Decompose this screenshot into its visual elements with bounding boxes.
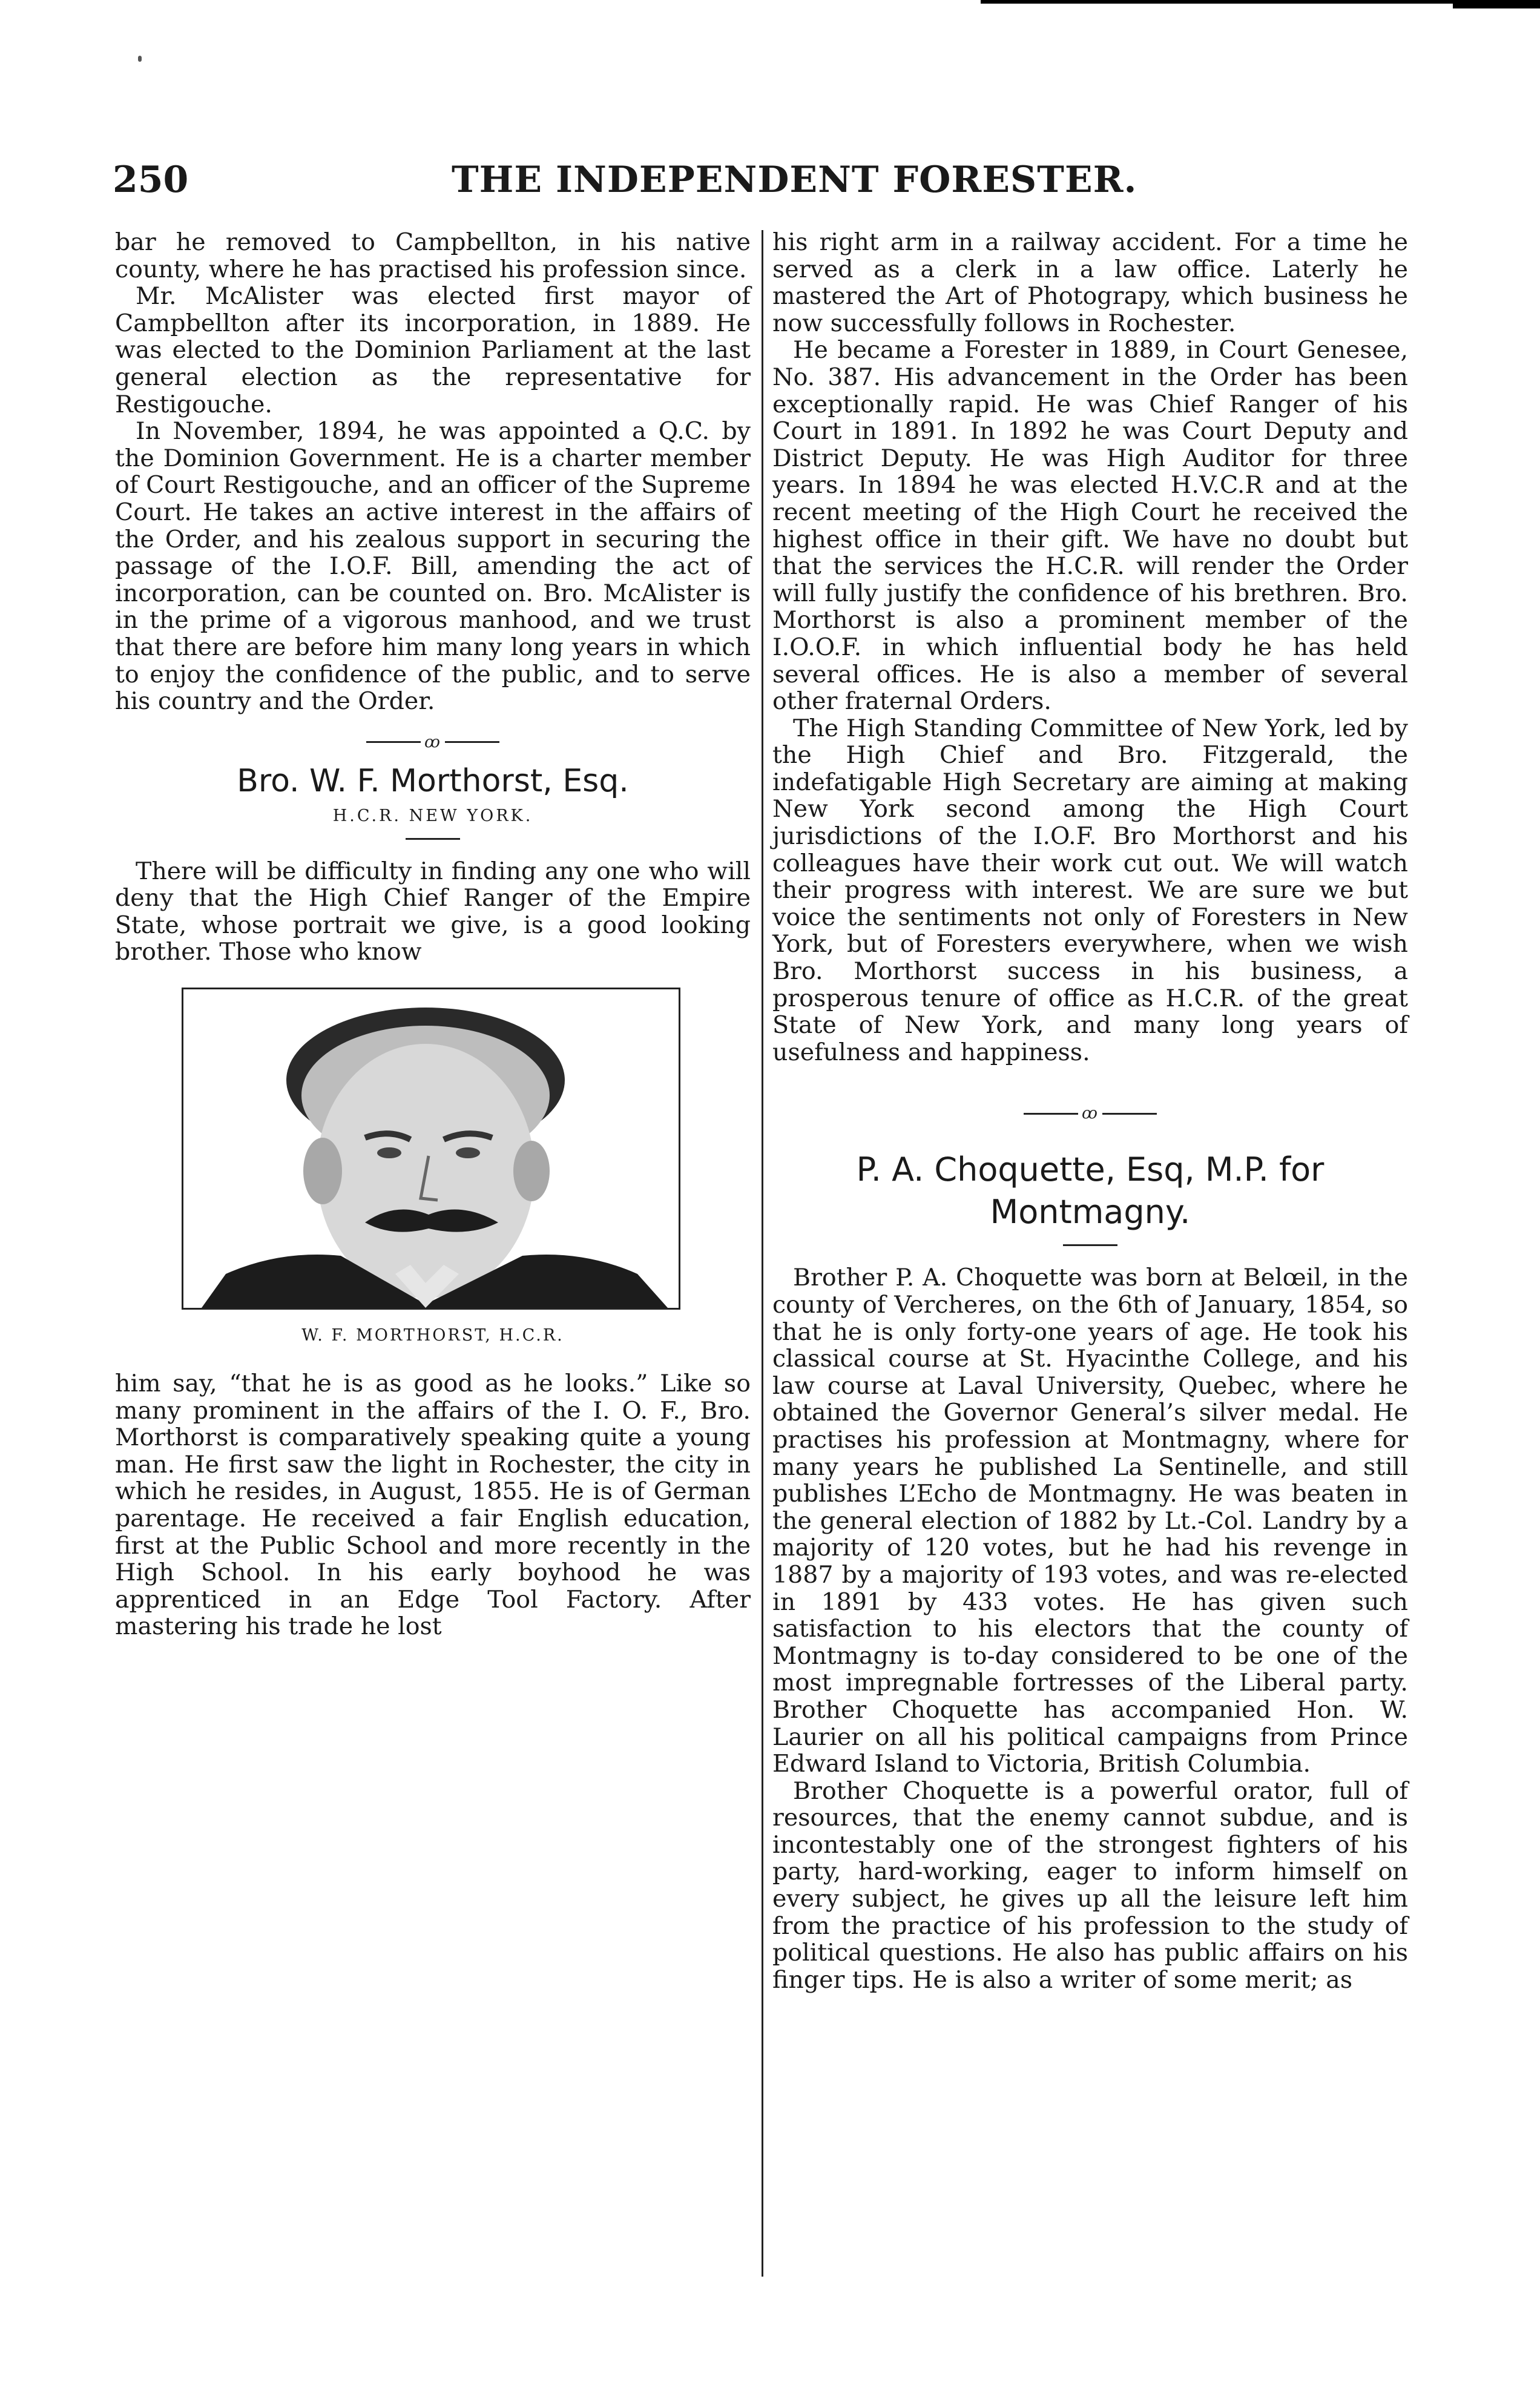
article-heading-line: Montmagny. (990, 1193, 1191, 1232)
paragraph: He became a Forester in 1889, in Court Genesee, No. 387. His advancement in the Order has been exceptionally rapid. He was Chief Ranger of his Court in 1891. In 1892 he was Court Deputy and District Deputy. He was High Auditor for three years. In 1894 he was elected H.V.C.R and at the recent meeting of the High Court he received the highest office in their gift. We have no doubt but that the services the H.C.R. will render the Order will fully justify the confidence of his brethren. Bro. Morthorst is also a prominent member of the I.O.O.F. in which influential body he has held several offices. He is also a member of several other fraternal Orders. (772, 336, 1408, 716)
paragraph: bar he removed to Campbellton, in his native county, where he has practised his profession since. (115, 228, 751, 283)
right-column (772, 229, 1408, 1993)
ink-speck (138, 56, 142, 62)
short-rule (406, 838, 460, 840)
ornament-mark: ꝏ (1082, 1104, 1099, 1123)
running-title: THE INDEPENDENT FORESTER. (452, 159, 1137, 201)
article-heading (772, 1149, 1408, 1233)
paragraph: The High Standing Committee of New York, led by the High Chief and Bro. Fitzgerald, the indefatigable High Secretary are aiming at making New York second among the High Court jurisdictions of the I.O.F. Bro Morthorst and his colleagues have their work cut out. We will watch their progress with interest. We are sure we but voice the sentiments not only of Foresters in New York, but of Foresters everywhere, when we wish Bro. Morthorst success in his business, a prosperous tenure of office as H.C.R. of the great State of New York, and many long years of usefulness and happiness. (772, 714, 1408, 1066)
paragraph: his right arm in a railway accident. For a time he served as a clerk in a law office. Laterly he mastered the Art of Photograpy, which business he now successfully follows in Rochester. (772, 228, 1408, 337)
page-header (113, 159, 1407, 213)
article-subheading: H.C.R. NEW YORK. (332, 806, 533, 825)
ornament-dash (1024, 1113, 1078, 1115)
portrait-image (182, 988, 680, 1310)
page-number: 250 (113, 159, 189, 201)
section-ornament (772, 1102, 1408, 1124)
ornament-dash (1102, 1113, 1157, 1115)
paragraph: Brother Choquette is a powerful orator, full of resources, that the enemy cannot subdue, and is incontestably one of the strongest fighters of his party, hard-working, eager to inform himself on every subject, he gives up all the leisure left him from the practice of his profession to the study of political questions. He also has public affairs on his finger tips. He is also a writer of some merit; as (772, 1776, 1408, 1994)
paragraph: Brother P. A. Choquette was born at Belœil, in the county of Vercheres, on the 6th of January, 1854, so that he is only forty-one years of age. He took his classical course at St. Hyacinthe College, and his law course at Laval University, Quebec, where he obtained the Governor General’s silver medal. He practises his profession at Montmagny, where for many years he published La Sentinelle, and still publishes L’Echo de Montmagny. He was beaten in the general election of 1882 by Lt.-Col. Landry by a majority of 120 votes, but he had his revenge in 1887 by a majority of 193 votes, and was re-elected in 1891 by 433 votes. He has given such satisfaction to his electors that the county of Montmagny is to-day considered to be one of the most impregnable fortresses of the Liberal party. Brother Choquette has accompanied Hon. W. Laurier on all his political campaigns from Prince Edward Island to Victoria, British Columbia. (772, 1264, 1408, 1778)
short-rule (1063, 1244, 1117, 1246)
ornament-dash (366, 741, 421, 743)
top-edge-bar (1453, 0, 1540, 8)
paragraph: There will be difficulty in finding any one who will deny that the High Chief Ranger of the Empire State, whose portrait we give, is a good looking brother. Those who know (115, 857, 751, 966)
portrait-caption: W. F. MORTHORST, H.C.R. (301, 1326, 564, 1345)
ornament-dash (445, 741, 499, 743)
article-heading: Bro. W. F. Morthorst, Esq. (237, 762, 629, 799)
portrait-illustration (183, 989, 679, 1308)
article-heading-line: P. A. Choquette, Esq, M.P. for (856, 1150, 1324, 1189)
paragraph: Mr. McAlister was elected first mayor of Campbellton after its incorporation, in 1889. He was elected to the Dominion Parliament at the last general election as the representative for Restigouche. (115, 282, 751, 418)
paragraph: In November, 1894, he was appointed a Q.C. by the Dominion Government. He is a charter member of Court Restigouche, and an officer of the Supreme Court. He takes an active interest in the affairs of the Order, and his zealous support in securing the passage of the I.O.F. Bill, amending the act of incorporation, can be counted on. Bro. McAlister is in the prime of a vigorous manhood, and we trust that there are before him many long years in which to enjoy the confidence of the public, and to serve his country and the Order. (115, 417, 751, 716)
ornament-mark: ꝏ (424, 733, 441, 751)
left-column (115, 229, 751, 1640)
paragraph: him say, “that he is as good as he looks.” Like so many prominent in the affairs of the I. O. F., Bro. Morthorst is comparatively speaking quite a young man. He first saw the light in Rochester, the city in which he resides, in August, 1855. He is of German parentage. He received a fair English education, first at the Public School and more recently in the High School. In his early boyhood he was apprenticed in an Edge Tool Factory. After mastering his trade he lost (115, 1370, 751, 1641)
section-ornament (115, 731, 751, 753)
column-divider (762, 230, 763, 2277)
